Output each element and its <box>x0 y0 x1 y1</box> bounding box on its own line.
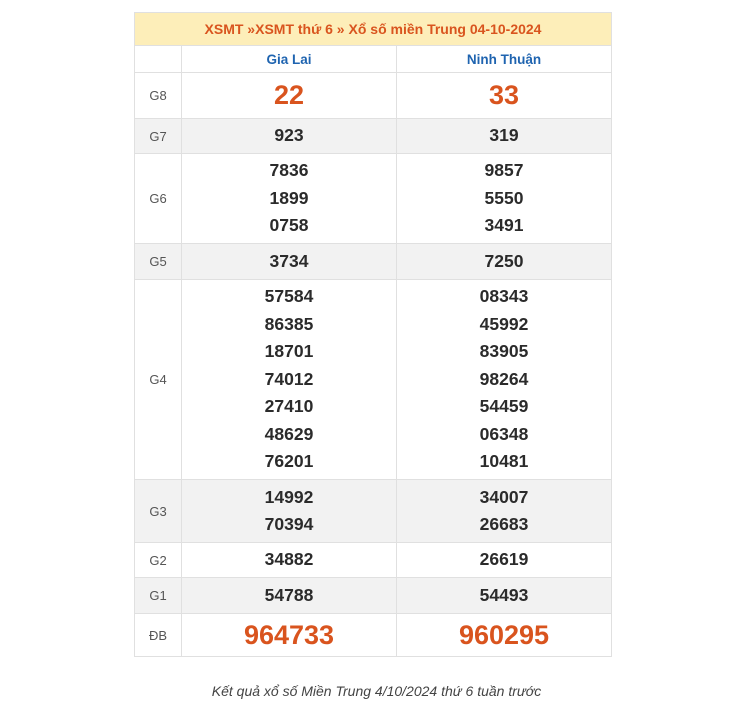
prize-row-g4 <box>135 280 612 480</box>
prize-number: 0758 <box>269 215 309 236</box>
prize-label: G2 <box>135 543 182 578</box>
prize-g4-gia-lai <box>182 280 397 480</box>
province-gia-lai[interactable]: Gia Lai <box>182 46 397 73</box>
prize-g8-ninh-thuan: 33 <box>397 73 612 119</box>
prize-special-ninh-thuan: 960295 <box>397 614 612 657</box>
prize-g3-ninh-thuan <box>397 480 612 543</box>
prize-row-g6 <box>135 154 612 244</box>
prize-number: 98264 <box>479 368 529 389</box>
prize-row-g3 <box>135 480 612 543</box>
prize-label: G8 <box>135 73 182 119</box>
prize-number: 26683 <box>479 514 529 534</box>
prize-label: ĐB <box>135 614 182 657</box>
prize-number: 10481 <box>479 451 529 472</box>
prize-special-gia-lai: 964733 <box>182 614 397 657</box>
prize-number: 18701 <box>264 341 314 362</box>
prize-row-g7 <box>135 119 612 154</box>
prize-number: 70394 <box>264 514 314 534</box>
table-header-row <box>135 13 612 46</box>
prize-number: 57584 <box>264 286 314 307</box>
prize-g2-ninh-thuan: 26619 <box>397 543 612 578</box>
results-table-wrapper <box>134 12 612 657</box>
prize-number: 48629 <box>264 423 314 444</box>
breadcrumb-xsmt-date-link[interactable]: Xổ số miền Trung 04-10-2024 <box>348 21 542 37</box>
breadcrumb-xsmt-thu6-link[interactable]: XSMT thứ 6 <box>255 21 333 37</box>
prize-g1-gia-lai: 54788 <box>182 578 397 614</box>
prize-g8-gia-lai: 22 <box>182 73 397 119</box>
prize-number: 45992 <box>479 313 529 334</box>
prize-g5-ninh-thuan: 7250 <box>397 244 612 280</box>
prize-number: 34007 <box>479 486 529 507</box>
image-caption: Kết quả xổ số Miền Trung 4/10/2024 thứ 6 tuần trước <box>211 683 542 699</box>
breadcrumb-xsmt-link[interactable]: XSMT <box>204 21 244 37</box>
prize-row-g5 <box>135 244 612 280</box>
prize-number: 54459 <box>479 396 529 417</box>
prize-g6-ninh-thuan <box>397 154 612 244</box>
prize-label: G7 <box>135 119 182 154</box>
prize-g5-gia-lai: 3734 <box>182 244 397 280</box>
prize-number: 76201 <box>264 451 314 472</box>
province-ninh-thuan[interactable]: Ninh Thuận <box>397 46 612 73</box>
lottery-results-table <box>134 12 612 657</box>
empty-corner-cell <box>135 46 182 73</box>
prize-number: 06348 <box>479 423 529 444</box>
prize-number: 1899 <box>269 187 309 208</box>
prize-number: 3491 <box>484 215 524 236</box>
prize-number: 86385 <box>264 313 314 334</box>
prize-number: 14992 <box>264 486 314 507</box>
prize-g3-gia-lai <box>182 480 397 543</box>
prize-number: 08343 <box>479 286 529 307</box>
breadcrumb-separator: » <box>332 21 349 37</box>
prize-label: G1 <box>135 578 182 614</box>
prize-number: 5550 <box>484 187 524 208</box>
prize-g7-gia-lai: 923 <box>182 119 397 154</box>
prize-g6-gia-lai <box>182 154 397 244</box>
prize-label: G5 <box>135 244 182 280</box>
prize-row-g1 <box>135 578 612 614</box>
prize-label: G3 <box>135 480 182 543</box>
prize-number: 7836 <box>269 160 309 181</box>
prize-g4-ninh-thuan <box>397 280 612 480</box>
breadcrumb-separator: » <box>243 21 256 37</box>
prize-g1-ninh-thuan: 54493 <box>397 578 612 614</box>
prize-row-g8 <box>135 73 612 119</box>
prize-number: 9857 <box>484 160 524 181</box>
prize-g7-ninh-thuan: 319 <box>397 119 612 154</box>
prize-number: 27410 <box>264 396 314 417</box>
prize-row-g2 <box>135 543 612 578</box>
province-row <box>135 46 612 73</box>
prize-number: 83905 <box>479 341 529 362</box>
prize-number: 74012 <box>264 368 314 389</box>
prize-g2-gia-lai: 34882 <box>182 543 397 578</box>
prize-row-special <box>135 614 612 657</box>
prize-label: G6 <box>135 154 182 244</box>
prize-label: G4 <box>135 280 182 480</box>
breadcrumb <box>135 13 612 46</box>
